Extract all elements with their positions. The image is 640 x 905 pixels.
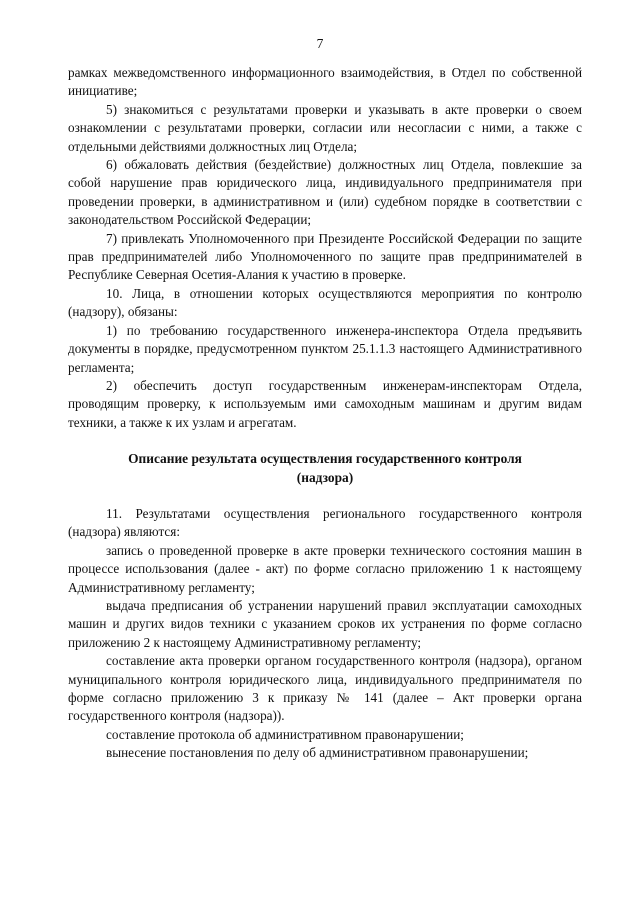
paragraph-result-3: составление акта проверки органом государственного контроля (надзора), органом муниципального контроля юридического лица, индивидуального предпринимателя по форме согласно приложению 3 к приказу № 141 (далее – Акт проверки органа государственного контроля (надзора)). <box>68 653 582 724</box>
paragraph-clause-11: 11. Результатами осуществления регионального государственного контроля (надзора) являются: <box>68 505 582 540</box>
spacer <box>68 432 582 450</box>
paragraph-clause-10: 10. Лица, в отношении которых осуществляются мероприятия по контролю (надзору), обязаны: <box>68 285 582 320</box>
paragraph-item-6: 6) обжаловать действия (бездействие) должностных лиц Отдела, повлекшие за собой нарушение прав юридического лица, индивидуального предпринимателя при проведении проверки, в административном и (или) судебном порядке в соответствии с законодательством Российской Федерации; <box>68 157 582 228</box>
paragraph-continuation: рамках межведомственного информационного взаимодействия, в Отдел по собственной инициативе; <box>68 65 582 99</box>
paragraph-result-4: составление протокола об административном правонарушении; <box>106 726 464 742</box>
paragraph-clause-10-item-1: 1) по требованию государственного инженера-инспектора Отдела предъявить документы в порядке, предусмотренном пунктом 25.1.1.3 настоящего Административного регламента; <box>68 322 582 375</box>
page-number: 7 <box>316 36 324 51</box>
paragraph-result-1: запись о проведенной проверке в акте проверки технического состояния машин в процессе использования (далее - акт) по форме согласно приложению 1 к настоящему Административному регламенту; <box>68 542 582 595</box>
paragraph-result-2: выдача предписания об устранении нарушений правил эксплуатации самоходных машин и других видов техники с указанием сроков их устранения по форме согласно приложению 2 к настоящему Административному регламенту; <box>68 597 582 650</box>
paragraph-result-5: вынесение постановления по делу об административном правонарушении; <box>106 745 529 761</box>
paragraph-item-7: 7) привлекать Уполномоченного при Президенте Российской Федерации по защите прав предпринимателей либо Уполномоченного по защите прав предпринимателей в Республике Северная Осетия-Алания к участию в проверке. <box>68 230 582 283</box>
section-heading: Описание результата осуществления государственного контроля (надзора) <box>128 451 522 485</box>
spacer <box>68 487 582 505</box>
document-body <box>68 64 582 763</box>
paragraph-item-5: 5) знакомиться с результатами проверки и указывать в акте проверки о своем ознакомлении с результатами проверки, согласии или несогласии с ними, а также с отдельными действиями должностных лиц Отдела; <box>68 101 582 154</box>
paragraph-clause-10-item-2: 2) обеспечить доступ государственным инженерам-инспекторам Отдела, проводящим проверку, к используемым ими самоходным машинам и другим видам техники, а также к их узлам и агрегатам. <box>68 377 582 430</box>
